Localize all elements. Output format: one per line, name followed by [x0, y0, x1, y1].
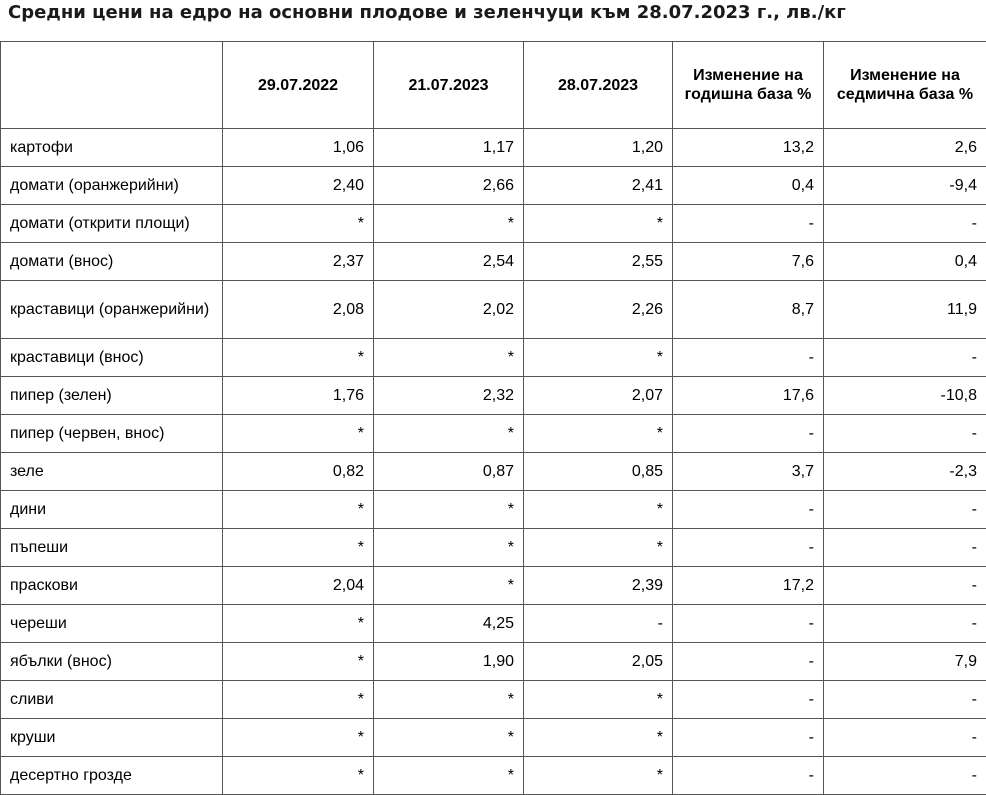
product-name: домати (оранжерийни): [1, 167, 223, 205]
price-prev-week: 1,90: [374, 643, 524, 681]
header-date-2022: 29.07.2022: [223, 42, 374, 129]
annual-change: 0,4: [673, 167, 824, 205]
price-2022: 1,76: [223, 377, 374, 415]
product-name: череши: [1, 605, 223, 643]
table-row: [1, 415, 986, 453]
weekly-change: 11,9: [824, 281, 986, 339]
table-row: [1, 605, 986, 643]
price-prev-week: *: [374, 491, 524, 529]
annual-change: -: [673, 605, 824, 643]
product-name: краставици (внос): [1, 339, 223, 377]
price-current: 2,07: [524, 377, 673, 415]
header-weekly-change: Изменение на седмична база %: [824, 42, 986, 129]
annual-change: 13,2: [673, 129, 824, 167]
weekly-change: -2,3: [824, 453, 986, 491]
annual-change: -: [673, 681, 824, 719]
annual-change: -: [673, 719, 824, 757]
product-name: сливи: [1, 681, 223, 719]
price-2022: *: [223, 339, 374, 377]
table-row: [1, 243, 986, 281]
weekly-change: -: [824, 491, 986, 529]
price-2022: *: [223, 643, 374, 681]
price-prev-week: *: [374, 757, 524, 795]
weekly-change: 0,4: [824, 243, 986, 281]
table-row: [1, 339, 986, 377]
weekly-change: -: [824, 339, 986, 377]
product-name: картофи: [1, 129, 223, 167]
price-prev-week: 0,87: [374, 453, 524, 491]
product-name: круши: [1, 719, 223, 757]
table-row: [1, 281, 986, 339]
table-header-row: [1, 42, 986, 129]
price-2022: *: [223, 205, 374, 243]
annual-change: 17,6: [673, 377, 824, 415]
table-row: [1, 205, 986, 243]
price-current: *: [524, 415, 673, 453]
price-2022: *: [223, 605, 374, 643]
product-name: ябълки (внос): [1, 643, 223, 681]
price-prev-week: *: [374, 339, 524, 377]
table-row: [1, 529, 986, 567]
weekly-change: -: [824, 529, 986, 567]
product-name: краставици (оранжерийни): [1, 281, 223, 339]
annual-change: -: [673, 757, 824, 795]
product-name: зеле: [1, 453, 223, 491]
table-row: [1, 719, 986, 757]
price-2022: *: [223, 491, 374, 529]
table-row: [1, 681, 986, 719]
price-prev-week: 2,02: [374, 281, 524, 339]
price-2022: *: [223, 529, 374, 567]
product-name: пипер (червен, внос): [1, 415, 223, 453]
price-prev-week: 2,54: [374, 243, 524, 281]
price-current: *: [524, 339, 673, 377]
table-row: [1, 757, 986, 795]
page-title: Средни цени на едро на основни плодове и зеленчуци към 28.07.2023 г., лв./кг: [8, 0, 846, 26]
product-name: домати (открити площи): [1, 205, 223, 243]
product-name: дини: [1, 491, 223, 529]
annual-change: -: [673, 205, 824, 243]
table-row: [1, 453, 986, 491]
header-annual-change: Изменение на годишна база %: [673, 42, 824, 129]
annual-change: -: [673, 415, 824, 453]
price-current: 1,20: [524, 129, 673, 167]
price-2022: 2,08: [223, 281, 374, 339]
price-prev-week: *: [374, 205, 524, 243]
price-prev-week: 1,17: [374, 129, 524, 167]
price-current: 2,05: [524, 643, 673, 681]
table-row: [1, 567, 986, 605]
price-current: *: [524, 757, 673, 795]
weekly-change: -9,4: [824, 167, 986, 205]
annual-change: -: [673, 643, 824, 681]
product-name: праскови: [1, 567, 223, 605]
price-prev-week: *: [374, 567, 524, 605]
price-2022: *: [223, 719, 374, 757]
price-prev-week: *: [374, 529, 524, 567]
price-prev-week: 2,66: [374, 167, 524, 205]
price-prev-week: *: [374, 681, 524, 719]
price-2022: *: [223, 415, 374, 453]
price-2022: *: [223, 681, 374, 719]
price-current: *: [524, 719, 673, 757]
price-current: 2,41: [524, 167, 673, 205]
weekly-change: -: [824, 757, 986, 795]
weekly-change: -10,8: [824, 377, 986, 415]
product-name: пипер (зелен): [1, 377, 223, 415]
price-current: 2,55: [524, 243, 673, 281]
product-name: пъпеши: [1, 529, 223, 567]
price-2022: 0,82: [223, 453, 374, 491]
annual-change: -: [673, 339, 824, 377]
weekly-change: -: [824, 605, 986, 643]
header-date-prev-week: 21.07.2023: [374, 42, 524, 129]
price-current: 2,26: [524, 281, 673, 339]
price-2022: 2,37: [223, 243, 374, 281]
table-row: [1, 167, 986, 205]
price-prev-week: *: [374, 415, 524, 453]
prices-table: [0, 41, 986, 795]
price-2022: *: [223, 757, 374, 795]
product-name: десертно грозде: [1, 757, 223, 795]
price-current: *: [524, 205, 673, 243]
price-2022: 2,04: [223, 567, 374, 605]
weekly-change: 7,9: [824, 643, 986, 681]
table-row: [1, 491, 986, 529]
price-current: *: [524, 491, 673, 529]
weekly-change: -: [824, 681, 986, 719]
table-row: [1, 643, 986, 681]
weekly-change: -: [824, 719, 986, 757]
header-date-current: 28.07.2023: [524, 42, 673, 129]
price-current: *: [524, 529, 673, 567]
table-row: [1, 377, 986, 415]
price-current: *: [524, 681, 673, 719]
price-prev-week: 4,25: [374, 605, 524, 643]
price-prev-week: *: [374, 719, 524, 757]
price-2022: 2,40: [223, 167, 374, 205]
price-current: 2,39: [524, 567, 673, 605]
annual-change: -: [673, 491, 824, 529]
weekly-change: -: [824, 567, 986, 605]
table-row: [1, 129, 986, 167]
price-current: -: [524, 605, 673, 643]
price-current: 0,85: [524, 453, 673, 491]
annual-change: 8,7: [673, 281, 824, 339]
product-name: домати (внос): [1, 243, 223, 281]
price-2022: 1,06: [223, 129, 374, 167]
annual-change: 3,7: [673, 453, 824, 491]
weekly-change: -: [824, 205, 986, 243]
weekly-change: 2,6: [824, 129, 986, 167]
annual-change: 7,6: [673, 243, 824, 281]
annual-change: 17,2: [673, 567, 824, 605]
annual-change: -: [673, 529, 824, 567]
weekly-change: -: [824, 415, 986, 453]
price-prev-week: 2,32: [374, 377, 524, 415]
header-product: [1, 42, 223, 129]
